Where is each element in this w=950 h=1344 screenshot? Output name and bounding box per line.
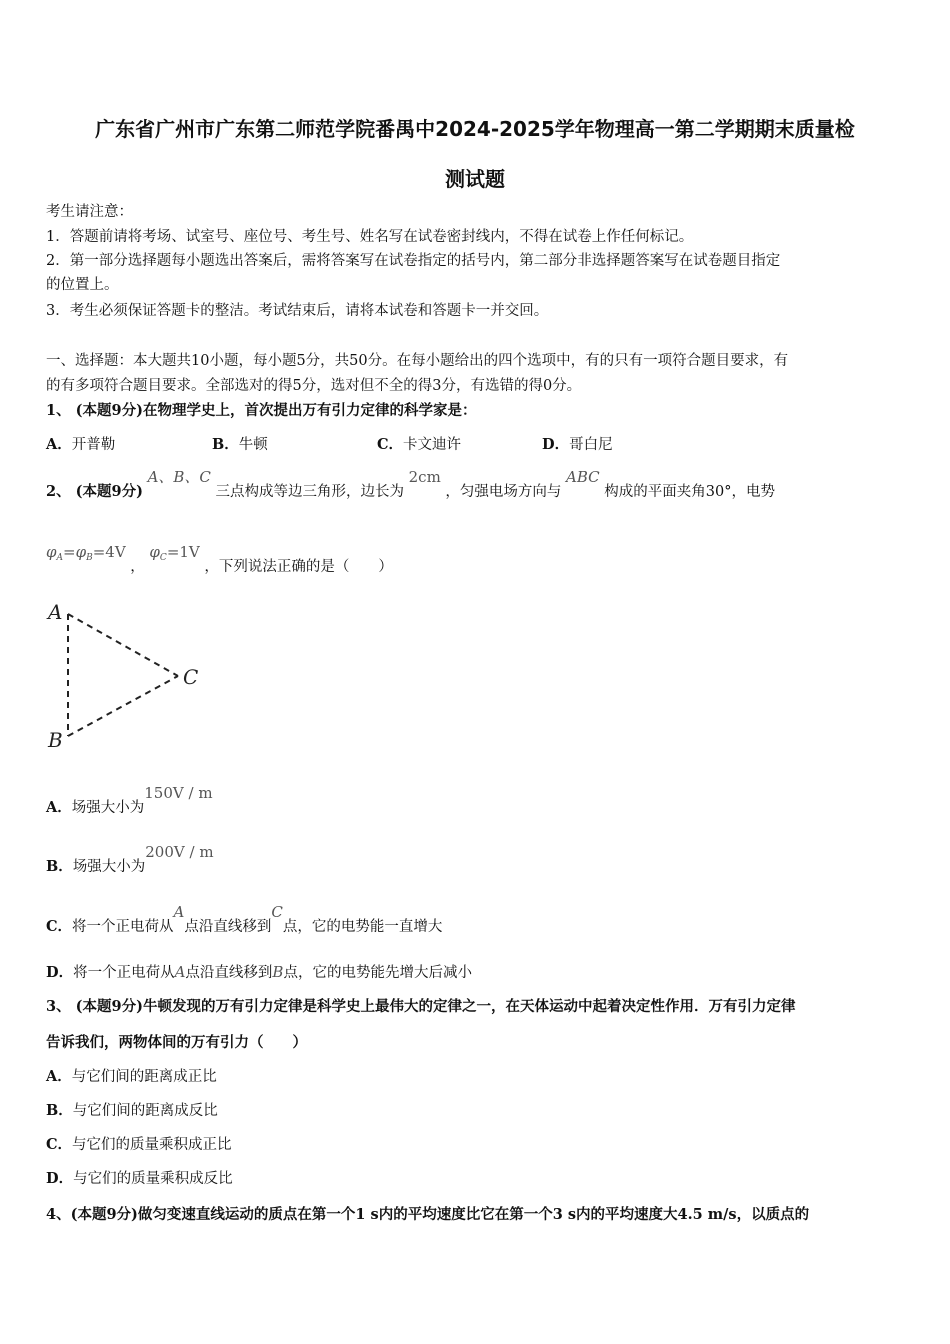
q2-option-a-value: 150V / m xyxy=(144,784,213,802)
triangle-edge-ac xyxy=(68,614,178,676)
notice-item: 3．考生必须保证答题卡的整洁。考试结束后，请将本试卷和答题卡一并交回。 xyxy=(46,303,549,319)
q2-option-b-value: 200V / m xyxy=(145,843,214,861)
q1-option-d: D．哥白尼 xyxy=(542,436,613,453)
q2-option-c: C．将一个正电荷从A点沿直线移到C点，它的电势能一直增大 xyxy=(46,903,443,935)
q1-option-b: B．牛顿 xyxy=(212,436,268,453)
notice-item: 的位置上。 xyxy=(46,277,119,293)
q3-option-d: D．与它们的质量乘积成反比 xyxy=(46,1170,233,1187)
q2-math-points: A、B、C xyxy=(147,468,211,486)
q3-stem-line2: 告诉我们，两物体间的万有引力（ ） xyxy=(46,1034,307,1051)
q2-math-potential-c: $\varphi_C=1V$ xyxy=(149,543,200,563)
q4-stem-line1: 4、(本题9分)做匀变速直线运动的质点在第一个1 s内的平均速度比它在第一个3 s内的平均速度大4.5 m/s，以质点的 xyxy=(46,1206,810,1223)
section-intro-line2: 的有多项符合题目要求。全部选对的得5分，选对但不全的得3分，有选错的得0分。 xyxy=(46,378,582,394)
q2-option-b: B．场强大小为200V / m xyxy=(46,843,214,875)
q1-stem: 1、 (本题9分)在物理学史上，首次提出万有引力定律的科学家是： xyxy=(46,402,477,419)
exam-title-line2: 测试题 xyxy=(445,167,505,191)
q3-stem-line1: 3、 (本题9分)牛顿发现的万有引力定律是科学史上最伟大的定律之一，在天体运动中起着决定性作用．万有引力定律 xyxy=(46,998,796,1015)
q1-option-c: C．卡文迪许 xyxy=(377,436,462,453)
q1-option-a: A．开普勒 xyxy=(46,436,116,453)
exam-title-line1: 广东省广州市广东第二师范学院番禺中2024-2025学年物理高一第二学期期末质量检 xyxy=(95,117,855,141)
q2-triangle-figure xyxy=(40,596,220,756)
q3-option-a: A．与它们间的距离成正比 xyxy=(46,1068,217,1085)
notice-item: 2．第一部分选择题每小题选出答案后，需将答案写在试卷指定的括号内，第二部分非选择题答案写在试卷题目指定 xyxy=(46,253,781,269)
q1-options xyxy=(46,435,613,455)
q2-stem-line2: $\varphi_A=\varphi_B=4V$ ， $\varphi_C=1V$ ，下列说法正确的是（ ） xyxy=(46,543,393,575)
q2-option-d: D．将一个正电荷从A点沿直线移到B点，它的电势能先增大后减小 xyxy=(46,963,472,981)
notice-heading: 考生请注意： xyxy=(46,204,133,220)
triangle-edge-bc xyxy=(68,676,178,736)
q2-math-abc: ABC xyxy=(566,468,600,486)
q2-math-potentials: $\varphi_A=\varphi_B=4V$ xyxy=(46,543,126,563)
figure-label-b: B xyxy=(48,728,63,752)
q3-option-c: C．与它们的质量乘积成正比 xyxy=(46,1136,232,1153)
q2-prefix: 2、 (本题9分) xyxy=(46,483,143,500)
section-intro-line1: 一、选择题：本大题共10小题，每小题5分，共50分。在每小题给出的四个选项中，有的只有一项符合题目要求，有 xyxy=(46,353,789,369)
q2-stem-line1: 2、 (本题9分) A、B、C 三点构成等边三角形，边长为 2cm ，匀强电场方向与 ABC 构成的平面夹角30°，电势 xyxy=(46,468,775,500)
notice-item: 1．答题前请将考场、试室号、座位号、考生号、姓名写在试卷密封线内，不得在试卷上作任何标记。 xyxy=(46,229,694,245)
q2-math-length: 2cm xyxy=(408,468,441,486)
q2-option-a: A．场强大小为150V / m xyxy=(46,784,213,816)
figure-label-c: C xyxy=(183,665,199,689)
figure-label-a: A xyxy=(48,600,63,624)
q3-option-b: B．与它们间的距离成反比 xyxy=(46,1102,218,1119)
